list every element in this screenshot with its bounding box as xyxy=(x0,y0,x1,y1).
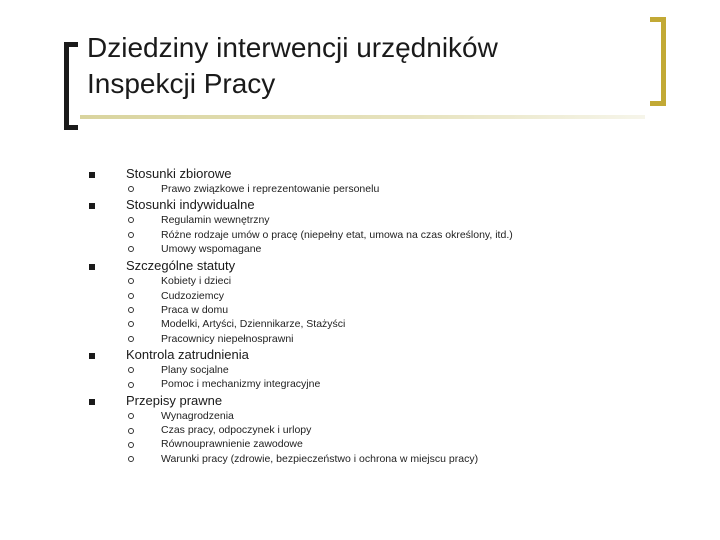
square-bullet-icon xyxy=(89,353,95,359)
list-item: Praca w domu xyxy=(161,304,229,316)
square-bullet-icon xyxy=(89,203,95,209)
list-item: Równouprawnienie zawodowe xyxy=(161,438,303,450)
slide-title-line-2: Inspekcji Pracy xyxy=(87,68,276,99)
circle-bullet-icon xyxy=(128,293,134,299)
circle-bullet-icon xyxy=(128,456,134,462)
circle-bullet-icon xyxy=(128,442,134,448)
square-bullet-icon xyxy=(89,264,95,270)
list-item: Różne rodzaje umów o pracę (niepełny etat, umowa na czas określony, itd.) xyxy=(161,229,513,241)
square-bullet-icon xyxy=(89,172,95,178)
list-item: Pomoc i mechanizmy integracyjne xyxy=(161,378,321,390)
slide-title-line-1: Dziedziny interwencji urzędników xyxy=(87,32,498,63)
circle-bullet-icon xyxy=(128,382,134,388)
square-bullet-icon xyxy=(89,399,95,405)
section-heading-przepisy-prawne: Przepisy prawne xyxy=(126,393,223,408)
circle-bullet-icon xyxy=(128,246,134,252)
circle-bullet-icon xyxy=(128,307,134,313)
list-item: Prawo związkowe i reprezentowanie personelu xyxy=(161,183,380,195)
list-item: Umowy wspomagane xyxy=(161,243,262,255)
section-heading-kontrola-zatrudnienia: Kontrola zatrudnienia xyxy=(126,347,249,362)
section-heading-szczegolne-statuty: Szczególne statuty xyxy=(126,258,236,273)
circle-bullet-icon xyxy=(128,278,134,284)
circle-bullet-icon xyxy=(128,428,134,434)
circle-bullet-icon xyxy=(128,232,134,238)
circle-bullet-icon xyxy=(128,367,134,373)
list-item: Warunki pracy (zdrowie, bezpieczeństwo i ochrona w miejscu pracy) xyxy=(161,453,479,465)
circle-bullet-icon xyxy=(128,186,134,192)
circle-bullet-icon xyxy=(128,321,134,327)
list-item: Modelki, Artyści, Dziennikarze, Stażyści xyxy=(161,318,346,330)
list-item: Pracownicy niepełnosprawni xyxy=(161,333,294,345)
circle-bullet-icon xyxy=(128,336,134,342)
circle-bullet-icon xyxy=(128,217,134,223)
list-item: Cudzoziemcy xyxy=(161,290,225,302)
circle-bullet-icon xyxy=(128,413,134,419)
list-item: Plany socjalne xyxy=(161,364,229,376)
section-heading-stosunki-indywidualne: Stosunki indywidualne xyxy=(126,197,255,212)
list-item: Czas pracy, odpoczynek i urlopy xyxy=(161,424,312,436)
list-item: Wynagrodzenia xyxy=(161,410,234,422)
list-item: Kobiety i dzieci xyxy=(161,275,232,287)
section-heading-stosunki-zbiorowe: Stosunki zbiorowe xyxy=(126,166,232,181)
list-item: Regulamin wewnętrzny xyxy=(161,214,270,226)
